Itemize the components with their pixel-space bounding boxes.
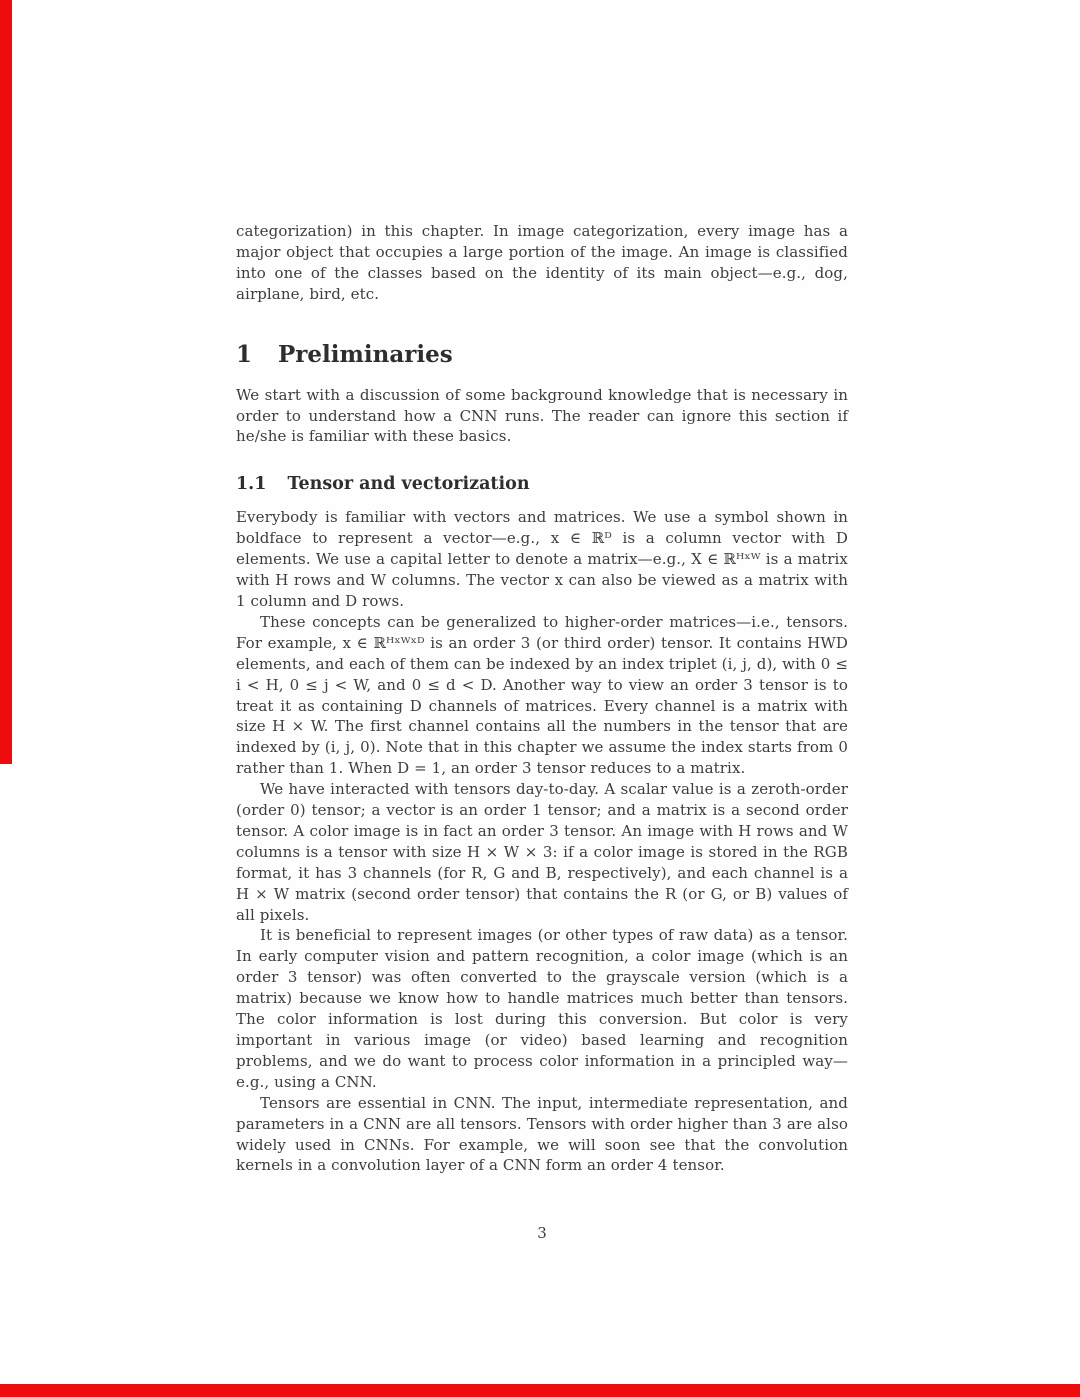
subsection-number: 1.1 [236, 474, 267, 495]
body-paragraph-day-to-day: We have interacted with tensors day-to-day. A scalar value is a zeroth-order (order 0) tensor; a vector is an order 1 tensor; and a matrix is a second order tensor. A color image is in fact an order 3 tensor. An image with H rows and W columns is a tensor with size H × W × 3: if a color image is stored in the RGB format, it has 3 channels (for R, G and B, respectively), and each channel is a H × W matrix (second order tensor) that contains the R (or G, or B) values of all pixels. [236, 780, 848, 924]
bottom-edge-red-bar [0, 1384, 1080, 1397]
section-number: 1 [236, 340, 253, 368]
page-content [236, 221, 848, 1176]
body-paragraph-beneficial: It is beneficial to represent images (or other types of raw data) as a tensor. In early computer vision and pattern recognition, a color image (which is an order 3 tensor) was often converted to the grayscale version (which is a matrix) because we know how to handle matrices much better than tensors. The color information is lost during this conversion. But color is very important in various image (or video) based learning and recognition problems, and we do want to process color information in a principled way—e.g., using a CNN. [236, 926, 848, 1091]
page-number: 3 [537, 1224, 547, 1242]
section-intro-paragraph: We start with a discussion of some background knowledge that is necessary in order to understand how a CNN runs. The reader can ignore this section if he/she is familiar with these basics. [236, 385, 848, 446]
section-heading [236, 341, 848, 368]
body-paragraph-essential: Tensors are essential in CNN. The input, intermediate representation, and parameters in a CNN are all tensors. Tensors with order higher than 3 are also widely used in CNNs. For example, we will soon see that the convolution kernels in a convolution layer of a CNN form an order 4 tensor. [236, 1093, 848, 1175]
body-paragraph-higher-order: These concepts can be generalized to higher-order matrices—i.e., tensors. For example, x ∈ ℝᴴˣᵂˣᴰ is an order 3 (or third order) tensor. It contains HWD elements, and each of them can be indexed by an index triplet (i, j, d), with 0 ≤ i < H, 0 ≤ j < W, and 0 ≤ d < D. Another way to view an order 3 tensor is to treat it as containing D channels of matrices. Every channel is a matrix with size H × W. The first channel contains all the numbers in the tensor that are indexed by (i, j, 0). Note that in this chapter we assume the index starts from 0 rather than 1. When D = 1, an order 3 tensor reduces to a matrix. [236, 612, 848, 778]
intro-paragraph: categorization) in this chapter. In image categorization, every image has a major object that occupies a large portion of the image. An image is classified into one of the classes based on the identity of its main object—e.g., dog, airplane, bird, etc. [236, 222, 848, 303]
left-edge-red-bar [0, 0, 12, 764]
section-title: Preliminaries [278, 340, 453, 368]
subsection-title: Tensor and vectorization [287, 474, 530, 495]
subsection-heading [236, 474, 848, 494]
body-paragraph-tensor-intro: Everybody is familiar with vectors and matrices. We use a symbol shown in boldface to represent a vector—e.g., x ∈ ℝᴰ is a column vector with D elements. We use a capital letter to denote a matrix—e.g., X ∈ ℝᴴˣᵂ is a matrix with H rows and W columns. The vector x can also be viewed as a matrix with 1 column and D rows. [236, 508, 848, 610]
